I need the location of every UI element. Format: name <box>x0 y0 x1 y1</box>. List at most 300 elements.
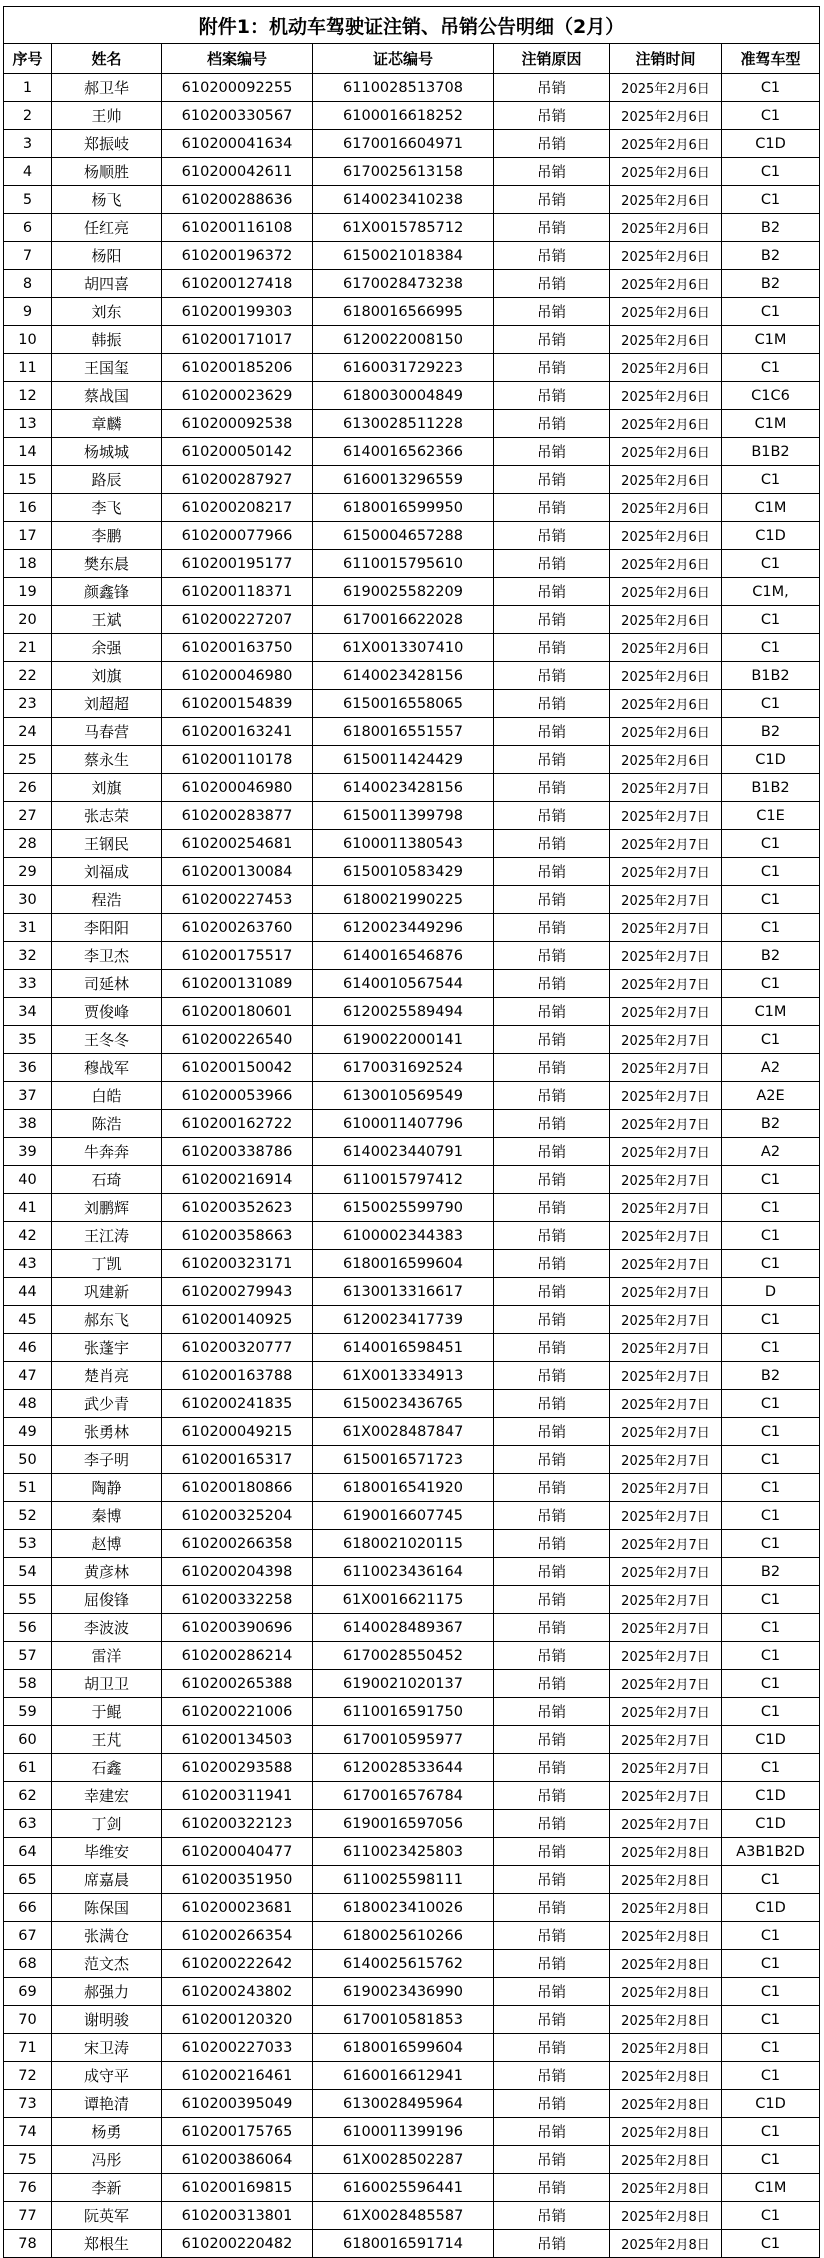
cell-name: 刘旗 <box>52 662 162 690</box>
cell-file-number: 610200227453 <box>162 886 313 914</box>
cell-reason: 吊销 <box>494 550 610 578</box>
table-row <box>4 2146 820 2174</box>
cell-chip-number: 6100016618252 <box>313 102 494 130</box>
cell-index: 8 <box>4 270 52 298</box>
cell-date: 2025年2月6日 <box>610 578 722 606</box>
cell-file-number: 610200351950 <box>162 1866 313 1894</box>
cell-name: 胡卫卫 <box>52 1670 162 1698</box>
cell-chip-number: 6180021990225 <box>313 886 494 914</box>
table-row <box>4 1110 820 1138</box>
cell-name: 武少青 <box>52 1390 162 1418</box>
table-row <box>4 522 820 550</box>
table-row <box>4 298 820 326</box>
cell-name: 丁凯 <box>52 1250 162 1278</box>
cell-chip-number: 6160031729223 <box>313 354 494 382</box>
cell-reason: 吊销 <box>494 1474 610 1502</box>
cell-chip-number: 6110025598111 <box>313 1866 494 1894</box>
cell-name: 刘福成 <box>52 858 162 886</box>
cell-chip-number: 6110023436164 <box>313 1558 494 1586</box>
cell-reason: 吊销 <box>494 466 610 494</box>
cell-file-number: 610200221006 <box>162 1698 313 1726</box>
cell-reason: 吊销 <box>494 1194 610 1222</box>
cell-license-class: C1M <box>722 326 820 354</box>
cell-file-number: 610200053966 <box>162 1082 313 1110</box>
cell-reason: 吊销 <box>494 718 610 746</box>
table-row <box>4 466 820 494</box>
cell-file-number: 610200208217 <box>162 494 313 522</box>
cell-name: 颜鑫锋 <box>52 578 162 606</box>
cell-chip-number: 6180016566995 <box>313 298 494 326</box>
cell-chip-number: 6180016599604 <box>313 1250 494 1278</box>
cell-date: 2025年2月7日 <box>610 1614 722 1642</box>
table-row <box>4 1950 820 1978</box>
cell-license-class: C1 <box>722 1586 820 1614</box>
cell-license-class: B2 <box>722 270 820 298</box>
cell-index: 27 <box>4 802 52 830</box>
cell-index: 68 <box>4 1950 52 1978</box>
cell-license-class: C1C6 <box>722 382 820 410</box>
cell-index: 76 <box>4 2174 52 2202</box>
table-row <box>4 1362 820 1390</box>
cell-chip-number: 61X0028487847 <box>313 1418 494 1446</box>
cell-index: 60 <box>4 1726 52 1754</box>
cell-license-class: C1M <box>722 410 820 438</box>
cell-chip-number: 6140023440791 <box>313 1138 494 1166</box>
cell-date: 2025年2月8日 <box>610 2118 722 2146</box>
cell-index: 41 <box>4 1194 52 1222</box>
cell-chip-number: 61X0013307410 <box>313 634 494 662</box>
cell-reason: 吊销 <box>494 438 610 466</box>
cell-file-number: 610200386064 <box>162 2146 313 2174</box>
cell-chip-number: 6140016546876 <box>313 942 494 970</box>
cell-file-number: 610200092255 <box>162 74 313 102</box>
cell-reason: 吊销 <box>494 522 610 550</box>
cell-index: 56 <box>4 1614 52 1642</box>
cell-file-number: 610200130084 <box>162 858 313 886</box>
cell-file-number: 610200163788 <box>162 1362 313 1390</box>
cell-date: 2025年2月7日 <box>610 1082 722 1110</box>
cell-reason: 吊销 <box>494 970 610 998</box>
cell-name: 杨飞 <box>52 186 162 214</box>
cell-date: 2025年2月8日 <box>610 2062 722 2090</box>
cell-index: 61 <box>4 1754 52 1782</box>
cell-index: 72 <box>4 2062 52 2090</box>
cell-file-number: 610200169815 <box>162 2174 313 2202</box>
cell-file-number: 610200077966 <box>162 522 313 550</box>
cell-name: 陶静 <box>52 1474 162 1502</box>
cell-file-number: 610200263760 <box>162 914 313 942</box>
cell-chip-number: 6180030004849 <box>313 382 494 410</box>
table-row <box>4 1418 820 1446</box>
cell-license-class: C1M <box>722 494 820 522</box>
cell-chip-number: 6150011424429 <box>313 746 494 774</box>
cell-license-class: C1 <box>722 1418 820 1446</box>
cell-index: 15 <box>4 466 52 494</box>
cell-name: 李卫杰 <box>52 942 162 970</box>
cell-name: 程浩 <box>52 886 162 914</box>
cell-name: 陈保国 <box>52 1894 162 1922</box>
table-row <box>4 634 820 662</box>
cell-license-class: C1 <box>722 298 820 326</box>
cell-reason: 吊销 <box>494 998 610 1026</box>
cell-chip-number: 6170010595977 <box>313 1726 494 1754</box>
cell-date: 2025年2月7日 <box>610 1138 722 1166</box>
table-row <box>4 270 820 298</box>
cell-index: 33 <box>4 970 52 998</box>
cell-date: 2025年2月6日 <box>610 270 722 298</box>
cell-file-number: 610200163241 <box>162 718 313 746</box>
cell-name: 郑根生 <box>52 2230 162 2258</box>
cell-reason: 吊销 <box>494 2146 610 2174</box>
cell-index: 48 <box>4 1390 52 1418</box>
cell-chip-number: 6180016599950 <box>313 494 494 522</box>
cell-date: 2025年2月8日 <box>610 1866 722 1894</box>
cell-date: 2025年2月8日 <box>610 1950 722 1978</box>
cell-date: 2025年2月7日 <box>610 1670 722 1698</box>
cell-name: 丁剑 <box>52 1810 162 1838</box>
table-row <box>4 438 820 466</box>
cell-name: 王冬冬 <box>52 1026 162 1054</box>
cell-index: 75 <box>4 2146 52 2174</box>
cell-chip-number: 6140028489367 <box>313 1614 494 1642</box>
table-row <box>4 1670 820 1698</box>
cell-index: 22 <box>4 662 52 690</box>
cell-license-class: C1 <box>722 1446 820 1474</box>
cell-name: 范文杰 <box>52 1950 162 1978</box>
cell-reason: 吊销 <box>494 2034 610 2062</box>
cell-file-number: 610200286214 <box>162 1642 313 1670</box>
cell-license-class: C1 <box>722 1614 820 1642</box>
announcement-table <box>3 6 820 2258</box>
table-row <box>4 1278 820 1306</box>
col-header-chip-number: 证芯编号 <box>313 44 494 74</box>
cell-reason: 吊销 <box>494 1082 610 1110</box>
table-row <box>4 1810 820 1838</box>
cell-file-number: 610200046980 <box>162 662 313 690</box>
cell-chip-number: 6170028473238 <box>313 270 494 298</box>
cell-reason: 吊销 <box>494 1698 610 1726</box>
cell-reason: 吊销 <box>494 1586 610 1614</box>
cell-date: 2025年2月7日 <box>610 1278 722 1306</box>
cell-date: 2025年2月7日 <box>610 1054 722 1082</box>
table-row <box>4 1530 820 1558</box>
cell-reason: 吊销 <box>494 1334 610 1362</box>
cell-date: 2025年2月8日 <box>610 2146 722 2174</box>
cell-reason: 吊销 <box>494 2062 610 2090</box>
table-row <box>4 550 820 578</box>
cell-chip-number: 6150016558065 <box>313 690 494 718</box>
cell-chip-number: 6110015797412 <box>313 1166 494 1194</box>
cell-index: 38 <box>4 1110 52 1138</box>
cell-license-class: C1 <box>722 830 820 858</box>
cell-chip-number: 6110015795610 <box>313 550 494 578</box>
cell-reason: 吊销 <box>494 1670 610 1698</box>
table-row <box>4 1894 820 1922</box>
cell-name: 冯彤 <box>52 2146 162 2174</box>
cell-file-number: 610200046980 <box>162 774 313 802</box>
table-row <box>4 1446 820 1474</box>
cell-date: 2025年2月7日 <box>610 1782 722 1810</box>
cell-name: 雷洋 <box>52 1642 162 1670</box>
cell-index: 7 <box>4 242 52 270</box>
cell-name: 李新 <box>52 2174 162 2202</box>
cell-chip-number: 6150016571723 <box>313 1446 494 1474</box>
cell-license-class: B2 <box>722 942 820 970</box>
cell-file-number: 610200243802 <box>162 1978 313 2006</box>
table-row <box>4 242 820 270</box>
cell-index: 34 <box>4 998 52 1026</box>
cell-license-class: C1D <box>722 1810 820 1838</box>
cell-index: 1 <box>4 74 52 102</box>
cell-index: 17 <box>4 522 52 550</box>
cell-reason: 吊销 <box>494 214 610 242</box>
cell-reason: 吊销 <box>494 774 610 802</box>
cell-date: 2025年2月6日 <box>610 662 722 690</box>
cell-file-number: 610200041634 <box>162 130 313 158</box>
cell-reason: 吊销 <box>494 2118 610 2146</box>
cell-file-number: 610200288636 <box>162 186 313 214</box>
cell-chip-number: 6120022008150 <box>313 326 494 354</box>
cell-reason: 吊销 <box>494 1250 610 1278</box>
cell-license-class: B2 <box>722 1362 820 1390</box>
cell-date: 2025年2月6日 <box>610 298 722 326</box>
col-header-reason: 注销原因 <box>494 44 610 74</box>
cell-date: 2025年2月8日 <box>610 2090 722 2118</box>
cell-name: 贾俊峰 <box>52 998 162 1026</box>
table-row <box>4 746 820 774</box>
cell-name: 韩振 <box>52 326 162 354</box>
cell-name: 蔡永生 <box>52 746 162 774</box>
cell-name: 杨城城 <box>52 438 162 466</box>
table-row <box>4 1334 820 1362</box>
cell-name: 郝东飞 <box>52 1306 162 1334</box>
table-title: 附件1：机动车驾驶证注销、吊销公告明细（2月） <box>4 7 820 44</box>
cell-license-class: C1 <box>722 970 820 998</box>
cell-date: 2025年2月7日 <box>610 1418 722 1446</box>
cell-file-number: 610200195177 <box>162 550 313 578</box>
table-row <box>4 606 820 634</box>
cell-index: 43 <box>4 1250 52 1278</box>
cell-date: 2025年2月8日 <box>610 2006 722 2034</box>
cell-name: 张志荣 <box>52 802 162 830</box>
cell-index: 44 <box>4 1278 52 1306</box>
cell-date: 2025年2月8日 <box>610 1922 722 1950</box>
table-row <box>4 354 820 382</box>
cell-name: 章麟 <box>52 410 162 438</box>
cell-reason: 吊销 <box>494 158 610 186</box>
cell-name: 幸建宏 <box>52 1782 162 1810</box>
cell-date: 2025年2月6日 <box>610 354 722 382</box>
cell-file-number: 610200154839 <box>162 690 313 718</box>
cell-name: 任红亮 <box>52 214 162 242</box>
cell-chip-number: 6100011399196 <box>313 2118 494 2146</box>
cell-reason: 吊销 <box>494 1726 610 1754</box>
cell-index: 55 <box>4 1586 52 1614</box>
table-row <box>4 214 820 242</box>
cell-file-number: 610200352623 <box>162 1194 313 1222</box>
cell-license-class: C1 <box>722 2062 820 2090</box>
cell-chip-number: 6130010569549 <box>313 1082 494 1110</box>
cell-license-class: C1 <box>722 690 820 718</box>
cell-name: 陈浩 <box>52 1110 162 1138</box>
cell-date: 2025年2月6日 <box>610 550 722 578</box>
cell-license-class: C1 <box>722 2006 820 2034</box>
cell-license-class: B2 <box>722 1558 820 1586</box>
cell-chip-number: 61X0016621175 <box>313 1586 494 1614</box>
cell-index: 58 <box>4 1670 52 1698</box>
cell-date: 2025年2月7日 <box>610 802 722 830</box>
cell-license-class: C1 <box>722 1166 820 1194</box>
cell-date: 2025年2月7日 <box>610 1642 722 1670</box>
cell-date: 2025年2月6日 <box>610 494 722 522</box>
cell-license-class: C1 <box>722 1530 820 1558</box>
cell-chip-number: 6110028513708 <box>313 74 494 102</box>
cell-name: 路辰 <box>52 466 162 494</box>
cell-file-number: 610200216914 <box>162 1166 313 1194</box>
cell-name: 王钢民 <box>52 830 162 858</box>
cell-chip-number: 6140023428156 <box>313 774 494 802</box>
cell-license-class: A2E <box>722 1082 820 1110</box>
cell-license-class: A3B1B2D <box>722 1838 820 1866</box>
cell-index: 36 <box>4 1054 52 1082</box>
cell-name: 牛奔奔 <box>52 1138 162 1166</box>
announcement-sheet <box>3 6 819 2258</box>
cell-reason: 吊销 <box>494 2090 610 2118</box>
cell-index: 18 <box>4 550 52 578</box>
cell-date: 2025年2月8日 <box>610 2034 722 2062</box>
cell-license-class: C1 <box>722 1642 820 1670</box>
cell-chip-number: 6170028550452 <box>313 1642 494 1670</box>
cell-name: 蔡战国 <box>52 382 162 410</box>
cell-date: 2025年2月7日 <box>610 942 722 970</box>
table-row <box>4 2090 820 2118</box>
cell-date: 2025年2月7日 <box>610 858 722 886</box>
cell-reason: 吊销 <box>494 858 610 886</box>
cell-date: 2025年2月7日 <box>610 1222 722 1250</box>
cell-name: 司延林 <box>52 970 162 998</box>
cell-index: 65 <box>4 1866 52 1894</box>
col-header-file-number: 档案编号 <box>162 44 313 74</box>
cell-chip-number: 6180025610266 <box>313 1922 494 1950</box>
table-row <box>4 858 820 886</box>
cell-file-number: 610200358663 <box>162 1222 313 1250</box>
cell-chip-number: 6170016622028 <box>313 606 494 634</box>
cell-file-number: 610200134503 <box>162 1726 313 1754</box>
cell-license-class: C1 <box>722 1670 820 1698</box>
cell-date: 2025年2月6日 <box>610 746 722 774</box>
table-row <box>4 830 820 858</box>
cell-reason: 吊销 <box>494 746 610 774</box>
table-row <box>4 1026 820 1054</box>
cell-license-class: C1 <box>722 1474 820 1502</box>
cell-license-class: C1 <box>722 1866 820 1894</box>
cell-file-number: 610200313801 <box>162 2202 313 2230</box>
cell-file-number: 610200040477 <box>162 1838 313 1866</box>
table-row <box>4 158 820 186</box>
table-row <box>4 326 820 354</box>
cell-index: 66 <box>4 1894 52 1922</box>
cell-name: 胡四喜 <box>52 270 162 298</box>
cell-name: 王国玺 <box>52 354 162 382</box>
cell-reason: 吊销 <box>494 298 610 326</box>
cell-index: 77 <box>4 2202 52 2230</box>
cell-license-class: C1 <box>722 1194 820 1222</box>
cell-chip-number: 6180016591714 <box>313 2230 494 2258</box>
cell-reason: 吊销 <box>494 830 610 858</box>
cell-license-class: C1D <box>722 746 820 774</box>
cell-name: 刘东 <box>52 298 162 326</box>
cell-name: 刘旗 <box>52 774 162 802</box>
cell-name: 秦博 <box>52 1502 162 1530</box>
table-row <box>4 1726 820 1754</box>
cell-index: 14 <box>4 438 52 466</box>
table-row <box>4 1838 820 1866</box>
cell-chip-number: 6180021020115 <box>313 1530 494 1558</box>
cell-index: 42 <box>4 1222 52 1250</box>
cell-index: 29 <box>4 858 52 886</box>
cell-chip-number: 6120025589494 <box>313 998 494 1026</box>
table-row <box>4 1978 820 2006</box>
cell-chip-number: 6140023410238 <box>313 186 494 214</box>
cell-date: 2025年2月6日 <box>610 522 722 550</box>
cell-license-class: C1 <box>722 1334 820 1362</box>
cell-license-class: C1 <box>722 2146 820 2174</box>
cell-date: 2025年2月6日 <box>610 690 722 718</box>
cell-license-class: C1D <box>722 1782 820 1810</box>
table-row <box>4 578 820 606</box>
table-row <box>4 2006 820 2034</box>
cell-license-class: C1D <box>722 1894 820 1922</box>
cell-date: 2025年2月6日 <box>610 214 722 242</box>
table-row <box>4 1502 820 1530</box>
cell-index: 51 <box>4 1474 52 1502</box>
cell-reason: 吊销 <box>494 1306 610 1334</box>
cell-name: 张满仓 <box>52 1922 162 1950</box>
cell-file-number: 610200131089 <box>162 970 313 998</box>
cell-name: 楚肖亮 <box>52 1362 162 1390</box>
cell-file-number: 610200283877 <box>162 802 313 830</box>
cell-index: 24 <box>4 718 52 746</box>
cell-chip-number: 6100011407796 <box>313 1110 494 1138</box>
table-row <box>4 1222 820 1250</box>
cell-chip-number: 6190025582209 <box>313 578 494 606</box>
cell-index: 5 <box>4 186 52 214</box>
cell-date: 2025年2月6日 <box>610 186 722 214</box>
cell-index: 25 <box>4 746 52 774</box>
cell-license-class: C1M, <box>722 578 820 606</box>
cell-license-class: C1 <box>722 2202 820 2230</box>
cell-reason: 吊销 <box>494 242 610 270</box>
cell-index: 69 <box>4 1978 52 2006</box>
cell-file-number: 610200163750 <box>162 634 313 662</box>
cell-chip-number: 6190022000141 <box>313 1026 494 1054</box>
cell-chip-number: 6190021020137 <box>313 1670 494 1698</box>
cell-file-number: 610200293588 <box>162 1754 313 1782</box>
cell-reason: 吊销 <box>494 606 610 634</box>
table-row <box>4 718 820 746</box>
cell-chip-number: 6140025615762 <box>313 1950 494 1978</box>
cell-name: 石琦 <box>52 1166 162 1194</box>
table-row <box>4 130 820 158</box>
cell-license-class: C1 <box>722 1950 820 1978</box>
cell-chip-number: 6160025596441 <box>313 2174 494 2202</box>
cell-reason: 吊销 <box>494 2174 610 2202</box>
cell-license-class: A2 <box>722 1138 820 1166</box>
cell-name: 刘鹏辉 <box>52 1194 162 1222</box>
cell-index: 12 <box>4 382 52 410</box>
col-header-index: 序号 <box>4 44 52 74</box>
cell-file-number: 610200110178 <box>162 746 313 774</box>
